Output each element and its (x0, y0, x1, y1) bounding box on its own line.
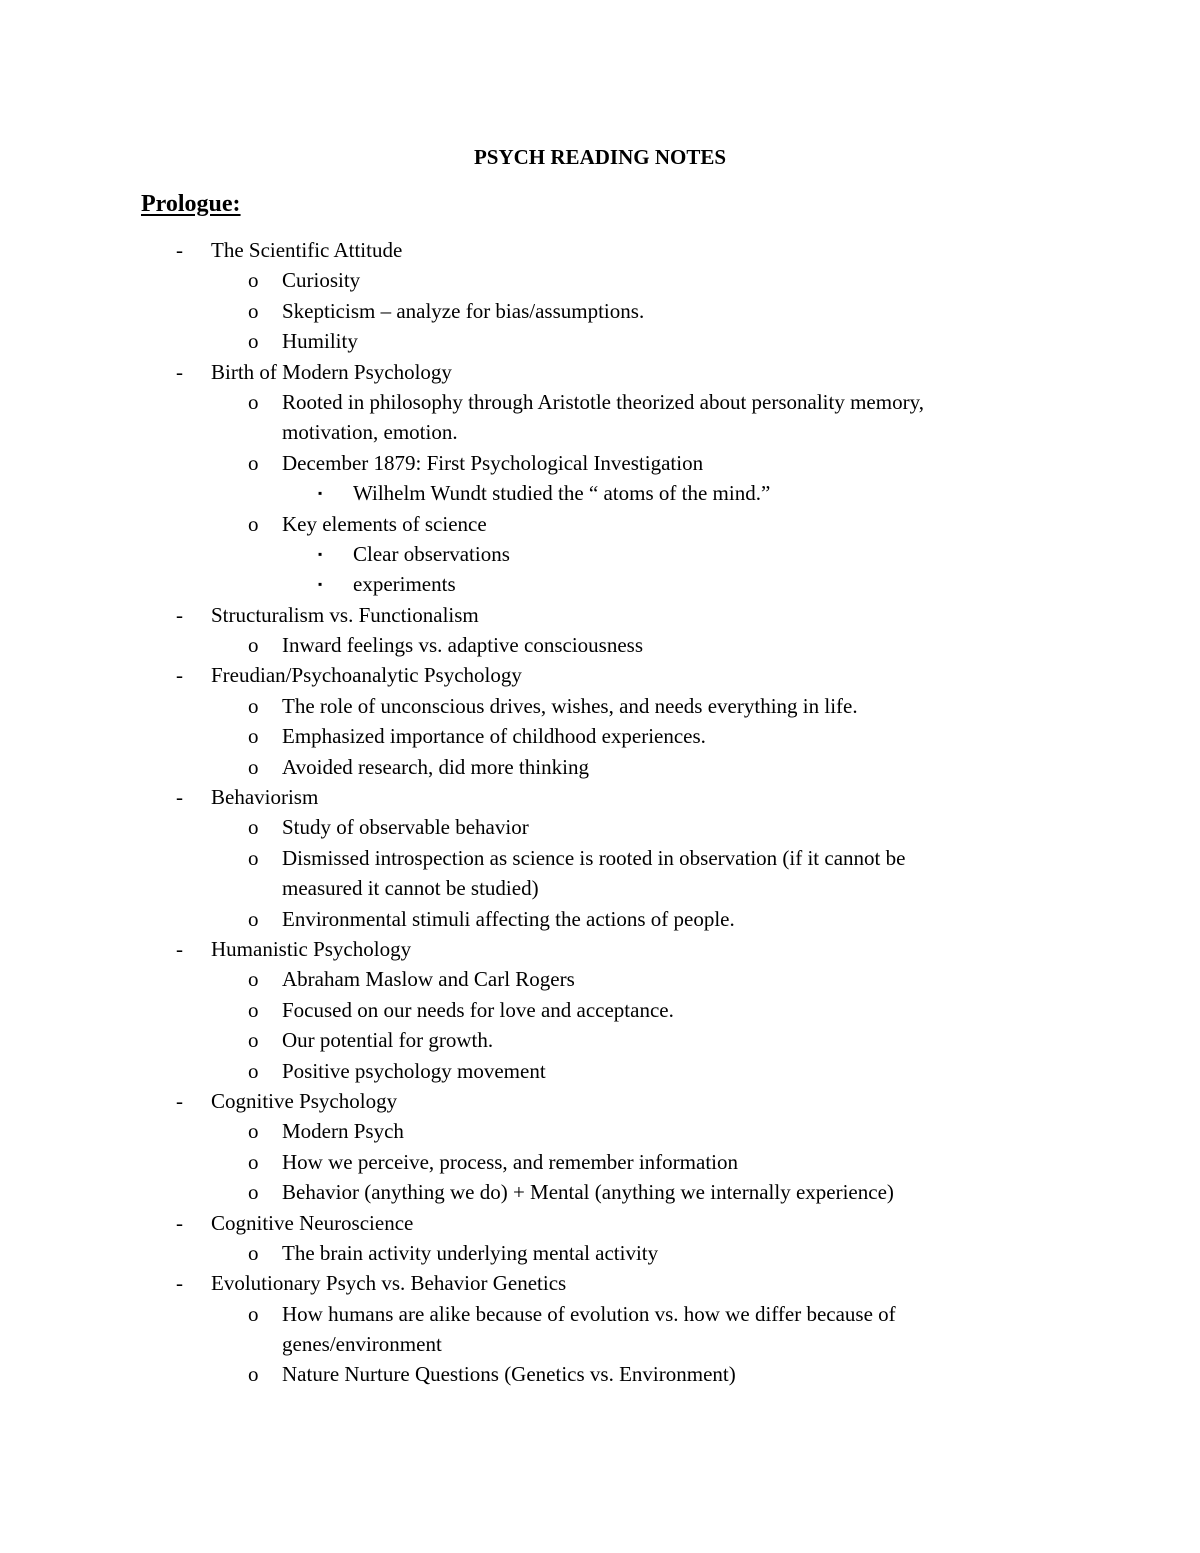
list-item-level-2 (0, 265, 1200, 295)
list-item-level-3 (0, 539, 1200, 569)
list-item-text: Clear observations (353, 541, 510, 566)
circle-bullet-icon: o (248, 1058, 259, 1083)
list-item-level-2 (0, 995, 1200, 1025)
list-item-level-3 (0, 569, 1200, 599)
notes-list (0, 235, 1200, 1390)
dash-bullet-icon: - (176, 1271, 183, 1296)
circle-bullet-icon: o (248, 298, 259, 323)
circle-bullet-icon: o (248, 693, 259, 718)
list-item-level-2 (0, 326, 1200, 356)
list-item-level-2 (0, 1056, 1200, 1086)
list-item-text: Skepticism – analyze for bias/assumptions. (282, 298, 645, 323)
list-item-text: Evolutionary Psych vs. Behavior Genetics (211, 1271, 567, 1296)
list-item-text: The role of unconscious drives, wishes, and needs everything in life. (282, 693, 858, 718)
list-item-text: Behavior (anything we do) + Mental (anything we internally experience) (282, 1180, 894, 1205)
circle-bullet-icon: o (248, 633, 259, 658)
circle-bullet-icon: o (248, 1119, 259, 1144)
list-item-level-1 (0, 1208, 1200, 1238)
list-item-level-1 (0, 1086, 1200, 1116)
circle-bullet-icon: o (248, 1028, 259, 1053)
square-bullet-icon: ▪ (318, 486, 323, 501)
circle-bullet-icon: o (248, 1301, 259, 1326)
list-item-level-2 (0, 904, 1200, 934)
list-item-level-2 (0, 1025, 1200, 1055)
list-item-text: Avoided research, did more thinking (282, 754, 589, 779)
circle-bullet-icon: o (248, 1149, 259, 1174)
circle-bullet-icon: o (248, 724, 259, 749)
list-item-text: Freudian/Psychoanalytic Psychology (211, 663, 522, 688)
list-item-text: Nature Nurture Questions (Genetics vs. Environment) (282, 1362, 736, 1387)
circle-bullet-icon: o (248, 1362, 259, 1387)
section-heading: Prologue: (141, 191, 241, 217)
circle-bullet-icon: o (248, 906, 259, 931)
list-item-text: How we perceive, process, and remember information (282, 1149, 738, 1174)
list-item-text: Humility (282, 329, 358, 354)
circle-bullet-icon: o (248, 329, 259, 354)
square-bullet-icon: ▪ (318, 577, 323, 592)
list-item-text: Rooted in philosophy through Aristotle theorized about personality memory, (282, 389, 924, 414)
list-item-level-2 (0, 387, 1200, 417)
list-item-level-2 (0, 964, 1200, 994)
list-item-text: Structuralism vs. Functionalism (211, 602, 479, 627)
circle-bullet-icon: o (248, 389, 259, 414)
list-item-level-2 (0, 296, 1200, 326)
dash-bullet-icon: - (176, 1088, 183, 1113)
list-item-text: Key elements of science (282, 511, 487, 536)
list-item-text: Inward feelings vs. adaptive consciousness (282, 633, 643, 658)
list-item-text: Dismissed introspection as science is rooted in observation (if it cannot be (282, 845, 906, 870)
list-item-level-1 (0, 660, 1200, 690)
list-item-level-2 (0, 1177, 1200, 1207)
dash-bullet-icon: - (176, 602, 183, 627)
list-item-continuation (0, 1329, 1200, 1359)
list-item-text: Cognitive Psychology (211, 1088, 398, 1113)
circle-bullet-icon: o (248, 967, 259, 992)
list-item-text: The brain activity underlying mental activity (282, 1240, 659, 1265)
list-item-text: Emphasized importance of childhood experiences. (282, 724, 706, 749)
list-item-level-2 (0, 691, 1200, 721)
list-item-level-3 (0, 478, 1200, 508)
list-item-text: Modern Psych (282, 1119, 404, 1144)
list-item-text: Humanistic Psychology (211, 936, 412, 961)
circle-bullet-icon: o (248, 511, 259, 536)
list-item-level-2 (0, 843, 1200, 873)
circle-bullet-icon: o (248, 815, 259, 840)
list-item-text: Wilhelm Wundt studied the “ atoms of the mind.” (353, 481, 771, 506)
square-bullet-icon: ▪ (318, 546, 323, 561)
list-item-level-1 (0, 357, 1200, 387)
list-item-level-2 (0, 1116, 1200, 1146)
list-item-level-2 (0, 448, 1200, 478)
dash-bullet-icon: - (176, 785, 183, 810)
list-item-text: The Scientific Attitude (211, 238, 403, 262)
list-item-level-2 (0, 630, 1200, 660)
list-item-level-2 (0, 752, 1200, 782)
circle-bullet-icon: o (248, 997, 259, 1022)
list-item-level-2 (0, 1299, 1200, 1329)
list-item-text: Curiosity (282, 268, 361, 293)
list-item-level-2 (0, 1359, 1200, 1389)
circle-bullet-icon: o (248, 1180, 259, 1205)
circle-bullet-icon: o (248, 1240, 259, 1265)
list-item-level-2 (0, 509, 1200, 539)
circle-bullet-icon: o (248, 450, 259, 475)
list-item-text: experiments (353, 572, 456, 597)
list-item-text: Study of observable behavior (282, 815, 529, 840)
list-item-text: Positive psychology movement (282, 1058, 546, 1083)
list-item-level-2 (0, 812, 1200, 842)
list-item-text: Our potential for growth. (282, 1028, 494, 1053)
list-item-text: Birth of Modern Psychology (211, 359, 452, 384)
list-item-text: measured it cannot be studied) (282, 876, 539, 901)
list-item-text: December 1879: First Psychological Investigation (282, 450, 704, 475)
circle-bullet-icon: o (248, 754, 259, 779)
list-item-level-2 (0, 721, 1200, 751)
list-item-text: How humans are alike because of evolution vs. how we differ because of (282, 1301, 896, 1326)
list-item-text: genes/environment (282, 1332, 442, 1357)
list-item-level-2 (0, 1238, 1200, 1268)
list-item-text: Cognitive Neuroscience (211, 1210, 414, 1235)
dash-bullet-icon: - (176, 663, 183, 688)
list-item-level-1 (0, 1268, 1200, 1298)
list-item-text: Behaviorism (211, 785, 319, 810)
list-item-level-2 (0, 1147, 1200, 1177)
list-item-continuation (0, 873, 1200, 903)
list-item-text: Environmental stimuli affecting the actions of people. (282, 906, 735, 931)
dash-bullet-icon: - (176, 1210, 183, 1235)
list-item-text: Focused on our needs for love and acceptance. (282, 997, 674, 1022)
list-item-level-1 (0, 235, 1200, 265)
circle-bullet-icon: o (248, 845, 259, 870)
list-item-text: motivation, emotion. (282, 420, 458, 445)
list-item-continuation (0, 417, 1200, 447)
list-item-level-1 (0, 934, 1200, 964)
dash-bullet-icon: - (176, 359, 183, 384)
dash-bullet-icon: - (176, 238, 183, 262)
list-item-level-1 (0, 782, 1200, 812)
document-title: PSYCH READING NOTES (473, 145, 727, 169)
circle-bullet-icon: o (248, 268, 259, 293)
list-item-level-1 (0, 600, 1200, 630)
list-item-text: Abraham Maslow and Carl Rogers (282, 967, 575, 992)
dash-bullet-icon: - (176, 936, 183, 961)
